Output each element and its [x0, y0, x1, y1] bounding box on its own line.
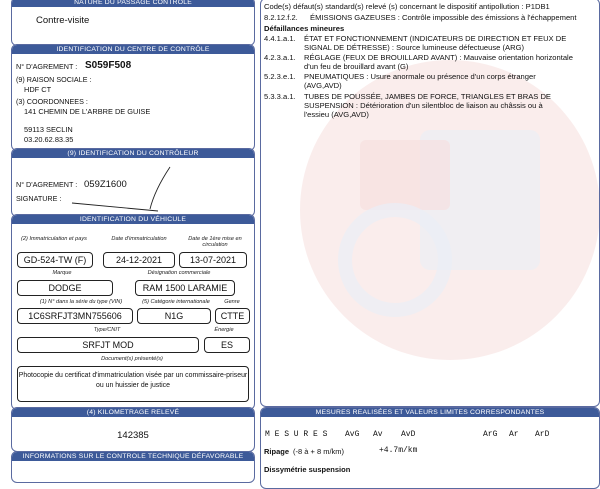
categorie-value: N1G	[137, 308, 211, 324]
centre-agrement-value: S059F508	[85, 60, 132, 71]
document-label: Document(s) présenté(s)	[101, 356, 163, 362]
nature-value: Contre-visite	[36, 15, 90, 26]
signature-label: SIGNATURE :	[16, 194, 62, 203]
date-immat-value: 24-12-2021	[103, 252, 175, 268]
immat-value: GD-524-TW (F)	[17, 252, 93, 268]
ripage-range: (-8 à + 8 m/km)	[293, 447, 345, 456]
genre-label: Genre	[224, 299, 240, 305]
defect-3-line2: (AVG,AVD)	[304, 81, 342, 90]
type-value: SRFJT MOD	[17, 337, 199, 353]
defect-3-line1: PNEUMATIQUES : Usure anormale ou présence d'un corps étranger	[304, 72, 536, 81]
mesures-section	[260, 407, 600, 489]
nature-header: NATURE DU PASSAGE CONTROLE	[12, 0, 254, 7]
emissions-code: 8.2.12.f.2.	[264, 13, 298, 22]
centre-header: IDENTIFICATION DU CENTRE DE CONTRÔLE	[12, 45, 254, 54]
immat-label: (2) Immatriculation et pays	[21, 236, 87, 242]
kilometrage-value: 142385	[117, 430, 149, 441]
mesures-col-avd: AvD	[401, 430, 416, 439]
marque-value: DODGE	[17, 280, 113, 296]
vin-value: 1C6SRFJT3MN755606	[17, 308, 133, 324]
designation-label: Désignation commerciale	[147, 270, 211, 276]
vehicule-header: IDENTIFICATION DU VÉHICULE	[12, 215, 254, 224]
kilometrage-section	[11, 407, 255, 452]
mesures-col-label: M E S U R E S	[265, 430, 328, 439]
defect-2-code: 4.2.3.a.1.	[264, 53, 296, 62]
mesures-col-av: Av	[373, 430, 383, 439]
mesures-header: MESURES REALISÉES ET VALEURS LIMITES CORRESPONDANTES	[261, 408, 599, 417]
mesures-col-arg: ArG	[483, 430, 498, 439]
centre-section	[11, 44, 255, 151]
ripage-label: Ripage	[264, 447, 290, 456]
date-mise-value: 13-07-2021	[179, 252, 247, 268]
antipollution-line: Code(s) défaut(s) standard(s) relevé (s) concernant le dispositif antipollution : P1DB1	[264, 2, 550, 11]
energie-label: Énergie	[214, 327, 234, 333]
controleur-section	[11, 148, 255, 217]
centre-agrement-label: N° D'AGREMENT :	[16, 62, 78, 71]
type-label: Type/CNIT	[93, 327, 121, 333]
defect-1-line2: SIGNAL DE DÉTRESSE) : Source lumineuse défectueuse (ARG)	[304, 43, 525, 52]
partial-row-label: Dissymétrie suspension	[264, 465, 351, 474]
bottom-left-header: INFORMATIONS SUR LE CONTROLE TECHNIQUE DÉFAVORABLE	[12, 452, 254, 461]
defect-4-line1: TUBES DE POUSSÉE, JAMBES DE FORCE, TRIANGLES ET BRAS DE	[304, 92, 551, 101]
bottom-left-section	[11, 451, 255, 483]
designation-value: RAM 1500 LARAMIE	[135, 280, 235, 296]
controleur-agrement-value: 059Z1600	[84, 179, 127, 190]
controleur-agrement-label: N° D'AGREMENT :	[16, 180, 78, 189]
coord-label: (3) COORDONNEES :	[16, 97, 88, 106]
right-frame	[260, 0, 600, 407]
raison-label: (9) RAISON SOCIALE :	[16, 75, 92, 84]
centre-phone: 03.20.62.83.35	[24, 135, 74, 144]
nature-section	[11, 0, 255, 46]
categorie-label: (5) Catégorie internationale	[142, 299, 210, 305]
defect-2-line1: RÉGLAGE (FEUX DE BROUILLARD AVANT) : Mauvaise orientation horizontale	[304, 53, 573, 62]
vehicule-section	[11, 214, 255, 410]
mesures-col-ard: ArD	[535, 430, 550, 439]
signature-drawing	[62, 159, 182, 214]
defect-2-line2: d'un feu de brouillard avant (G)	[304, 62, 409, 71]
kilometrage-header: (4) KILOMETRAGE RELEVÉ	[12, 408, 254, 417]
mineures-title: Défaillances mineures	[264, 24, 345, 33]
defect-4-line3: l'essieu (AVG,AVD)	[304, 110, 369, 119]
defect-4-code: 5.3.3.a.1.	[264, 92, 296, 101]
document-value: Photocopie du certificat d'immatriculation visée par un commissaire-priseur ou un huissier de justice	[18, 372, 248, 389]
centre-address1: 141 CHEMIN DE L'ARBRE DE GUISE	[24, 107, 151, 116]
genre-value: CTTE	[215, 308, 250, 324]
controleur-header: (9) IDENTIFICATION DU CONTRÔLEUR	[12, 149, 254, 158]
defect-4-line2: SUSPENSION : Détérioration d'un silentbloc de liaison au châssis ou à	[304, 101, 543, 110]
vin-label: (1) N° dans la série du type (VIN)	[39, 299, 123, 305]
raison-value: HDF CT	[24, 85, 52, 94]
marque-label: Marque	[52, 270, 72, 276]
mesures-col-avg: AvG	[345, 430, 360, 439]
energie-value: ES	[204, 337, 250, 353]
defect-3-code: 5.2.3.e.1.	[264, 72, 296, 81]
mesures-col-ar: Ar	[509, 430, 519, 439]
emissions-text: ÉMISSIONS GAZEUSES : Contrôle impossible des émissions à l'échappement	[310, 13, 577, 22]
defect-1-line1: ÉTAT ET FONCTIONNEMENT (INDICATEURS DE DIRECTION ET FEUX DE	[304, 34, 567, 43]
defect-1-code: 4.4.1.a.1.	[264, 34, 296, 43]
date-immat-label: Date d'immatriculation	[111, 236, 167, 242]
centre-address2: 59113 SECLIN	[24, 125, 73, 134]
document-value-box	[17, 366, 249, 402]
date-mise-label: Date de 1ère mise en circulation	[188, 236, 242, 248]
ripage-value: +4.7m/km	[379, 446, 418, 455]
